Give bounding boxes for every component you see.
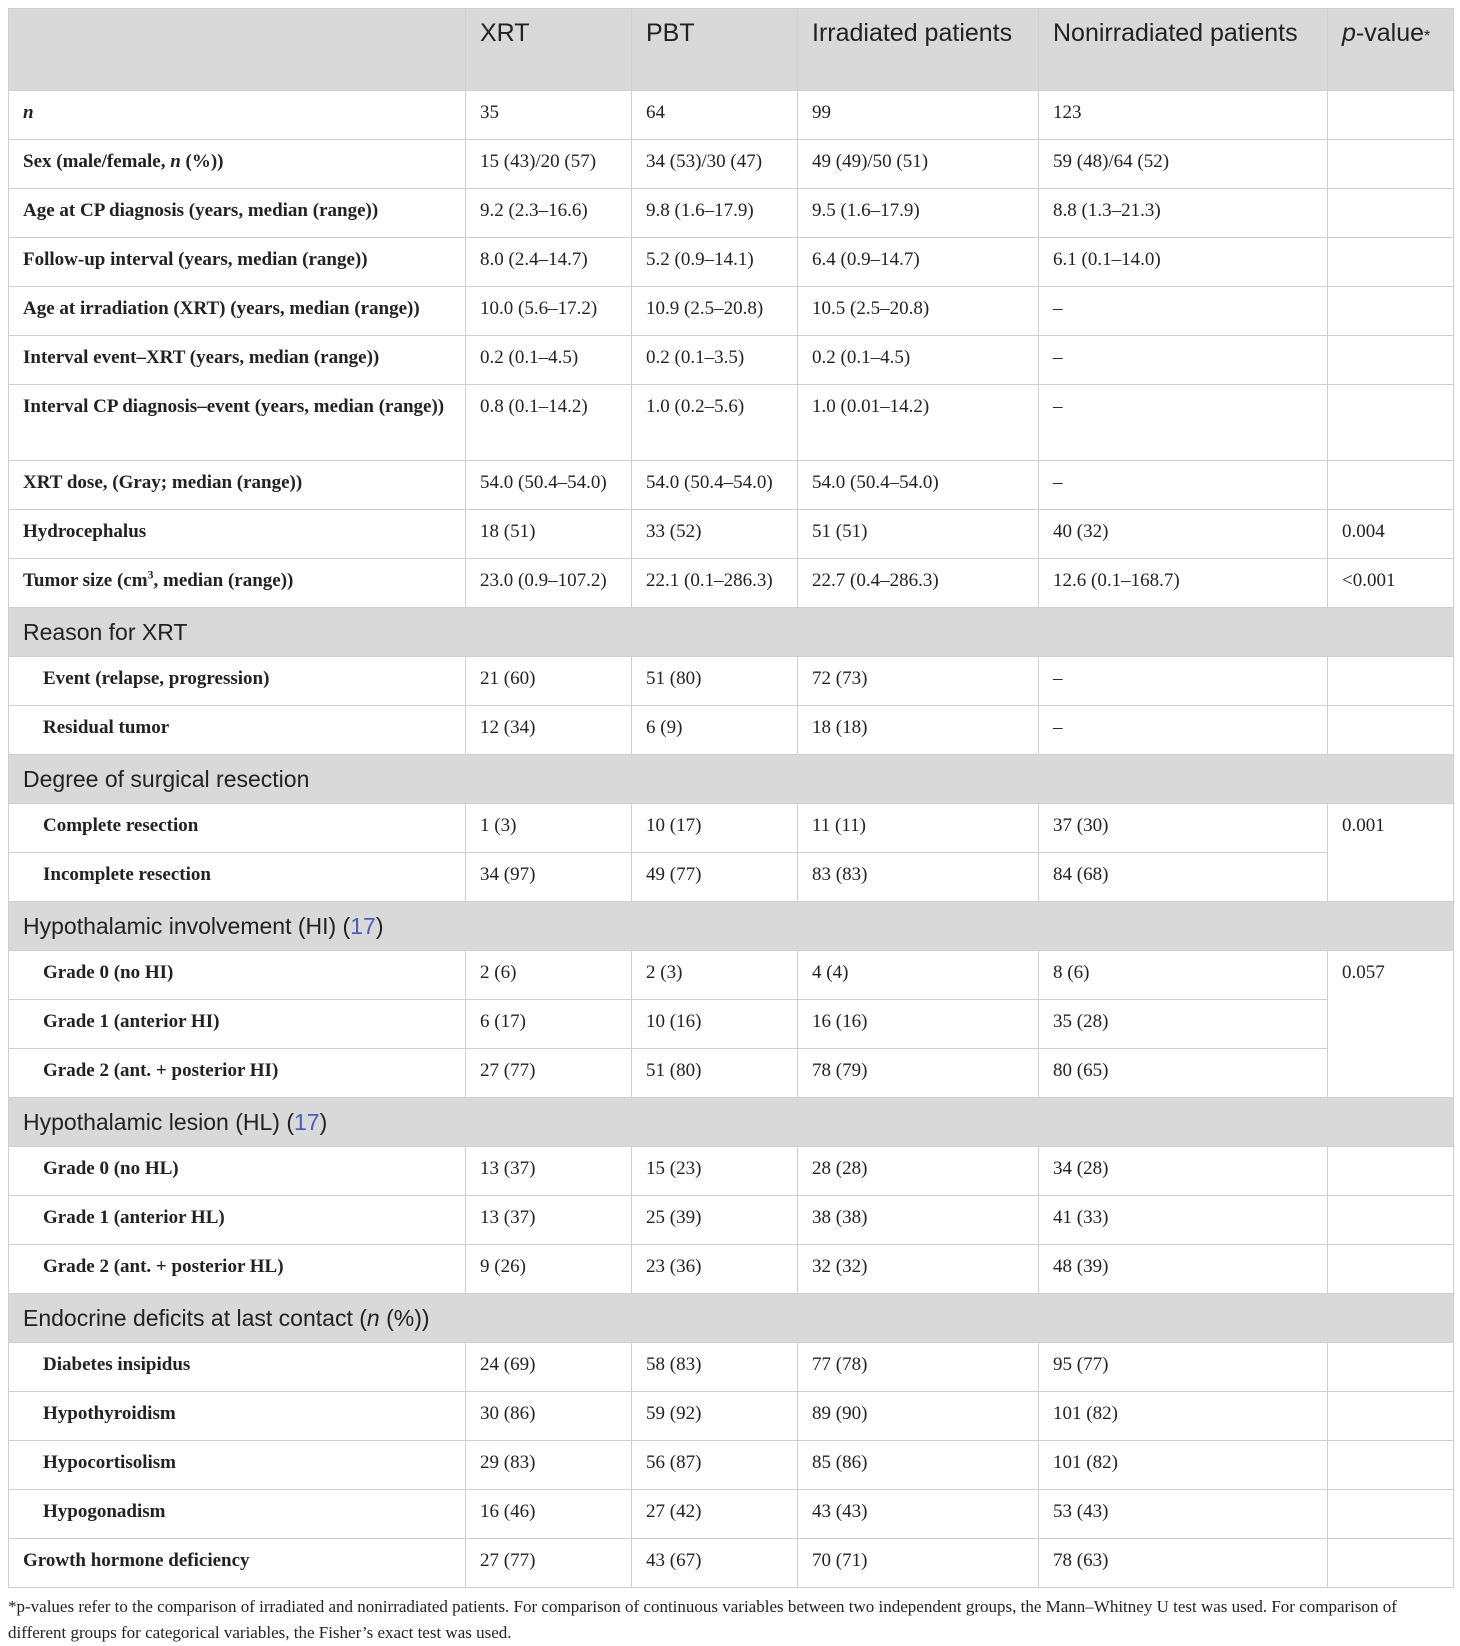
cell-pbt: 49 (77) bbox=[632, 853, 798, 902]
cell-p-value bbox=[1328, 1441, 1454, 1490]
cell-irradiated: 0.2 (0.1–4.5) bbox=[798, 336, 1039, 385]
cell-p-value bbox=[1328, 1147, 1454, 1196]
header-empty bbox=[9, 9, 466, 91]
section-row-reason bbox=[9, 608, 1454, 657]
cell-irradiated: 32 (32) bbox=[798, 1245, 1039, 1294]
cell-irradiated: 51 (51) bbox=[798, 510, 1039, 559]
cell-p-value bbox=[1328, 287, 1454, 336]
cell-p-value bbox=[1328, 189, 1454, 238]
cell-nonirradiated: – bbox=[1039, 385, 1328, 461]
row-label: Grade 2 (ant. + posterior HL) bbox=[9, 1245, 466, 1294]
row-label: Grade 1 (anterior HL) bbox=[9, 1196, 466, 1245]
cell-pbt: 43 (67) bbox=[632, 1539, 798, 1588]
cell-irradiated: 1.0 (0.01–14.2) bbox=[798, 385, 1039, 461]
cell-irradiated: 18 (18) bbox=[798, 706, 1039, 755]
table-row bbox=[9, 91, 1454, 140]
header-nonirradiated: Nonirradiated patients bbox=[1039, 9, 1328, 91]
section-title-text: Endocrine deficits at last contact ( bbox=[23, 1305, 367, 1331]
section-title-end: ) bbox=[319, 1109, 328, 1135]
section-row-hi bbox=[9, 902, 1454, 951]
row-label: Hypothyroidism bbox=[9, 1392, 466, 1441]
cell-irradiated: 9.5 (1.6–17.9) bbox=[798, 189, 1039, 238]
cell-p-value bbox=[1328, 1245, 1454, 1294]
cell-nonirradiated: 12.6 (0.1–168.7) bbox=[1039, 559, 1328, 608]
cell-nonirradiated: 78 (63) bbox=[1039, 1539, 1328, 1588]
row-label: Interval CP diagnosis–event (years, median (range)) bbox=[9, 385, 466, 461]
cell-irradiated: 22.7 (0.4–286.3) bbox=[798, 559, 1039, 608]
cell-xrt: 24 (69) bbox=[466, 1343, 632, 1392]
cell-irradiated: 99 bbox=[798, 91, 1039, 140]
row-label: Hypocortisolism bbox=[9, 1441, 466, 1490]
cell-xrt: 27 (77) bbox=[466, 1539, 632, 1588]
section-title bbox=[9, 1098, 1454, 1147]
section-title-end: (%)) bbox=[379, 1305, 430, 1331]
cell-xrt: 30 (86) bbox=[466, 1392, 632, 1441]
table-row bbox=[9, 1490, 1454, 1539]
cell-xrt: 1 (3) bbox=[466, 804, 632, 853]
cell-p-value bbox=[1328, 1490, 1454, 1539]
row-label-end: , median (range)) bbox=[153, 570, 294, 591]
cell-xrt: 9.2 (2.3–16.6) bbox=[466, 189, 632, 238]
row-label-italic: n bbox=[170, 151, 181, 172]
header-p-star: * bbox=[1424, 28, 1431, 45]
row-label-end: (%)) bbox=[180, 151, 224, 172]
table-row bbox=[9, 461, 1454, 510]
cell-irradiated: 6.4 (0.9–14.7) bbox=[798, 238, 1039, 287]
cell-nonirradiated: 53 (43) bbox=[1039, 1490, 1328, 1539]
cell-nonirradiated: 123 bbox=[1039, 91, 1328, 140]
footnote-star: * bbox=[8, 1597, 17, 1616]
cell-pbt: 58 (83) bbox=[632, 1343, 798, 1392]
row-label: Grade 0 (no HI) bbox=[9, 951, 466, 1000]
cell-pbt: 23 (36) bbox=[632, 1245, 798, 1294]
cell-xrt: 21 (60) bbox=[466, 657, 632, 706]
cell-irradiated: 77 (78) bbox=[798, 1343, 1039, 1392]
cell-nonirradiated: 34 (28) bbox=[1039, 1147, 1328, 1196]
cell-xrt: 0.2 (0.1–4.5) bbox=[466, 336, 632, 385]
cell-irradiated: 11 (11) bbox=[798, 804, 1039, 853]
reference-link[interactable]: 17 bbox=[293, 1109, 320, 1135]
cell-pbt: 2 (3) bbox=[632, 951, 798, 1000]
table-row bbox=[9, 1539, 1454, 1588]
table-row bbox=[9, 336, 1454, 385]
cell-p-value: 0.004 bbox=[1328, 510, 1454, 559]
cell-nonirradiated: 40 (32) bbox=[1039, 510, 1328, 559]
cell-nonirradiated: – bbox=[1039, 461, 1328, 510]
cell-p-value bbox=[1328, 1196, 1454, 1245]
cell-nonirradiated: – bbox=[1039, 287, 1328, 336]
table-container bbox=[8, 8, 1453, 1646]
cell-pbt: 33 (52) bbox=[632, 510, 798, 559]
cell-irradiated: 70 (71) bbox=[798, 1539, 1039, 1588]
cell-irradiated: 78 (79) bbox=[798, 1049, 1039, 1098]
row-label: Incomplete resection bbox=[9, 853, 466, 902]
cell-pbt: 10 (16) bbox=[632, 1000, 798, 1049]
cell-xrt: 9 (26) bbox=[466, 1245, 632, 1294]
section-title-italic: n bbox=[366, 1305, 380, 1331]
table-row bbox=[9, 1392, 1454, 1441]
cell-xrt: 54.0 (50.4–54.0) bbox=[466, 461, 632, 510]
table-row bbox=[9, 385, 1454, 461]
cell-irradiated: 43 (43) bbox=[798, 1490, 1039, 1539]
section-title bbox=[9, 1294, 1454, 1343]
table-row bbox=[9, 1147, 1454, 1196]
cell-pbt: 0.2 (0.1–3.5) bbox=[632, 336, 798, 385]
cell-p-value bbox=[1328, 706, 1454, 755]
cell-p-value: 0.057 bbox=[1328, 951, 1454, 1098]
cell-xrt: 29 (83) bbox=[466, 1441, 632, 1490]
table-row bbox=[9, 1049, 1454, 1098]
cell-xrt: 18 (51) bbox=[466, 510, 632, 559]
cell-xrt: 13 (37) bbox=[466, 1196, 632, 1245]
header-irradiated: Irradiated patients bbox=[798, 9, 1039, 91]
cell-nonirradiated: 8 (6) bbox=[1039, 951, 1328, 1000]
cell-irradiated: 28 (28) bbox=[798, 1147, 1039, 1196]
cell-pbt: 64 bbox=[632, 91, 798, 140]
cell-pbt: 10.9 (2.5–20.8) bbox=[632, 287, 798, 336]
cell-pbt: 51 (80) bbox=[632, 1049, 798, 1098]
row-label-text: Sex (male/female, bbox=[23, 151, 171, 172]
table-row bbox=[9, 657, 1454, 706]
table-row bbox=[9, 951, 1454, 1000]
cell-irradiated: 38 (38) bbox=[798, 1196, 1039, 1245]
row-label: Follow-up interval (years, median (range)) bbox=[9, 238, 466, 287]
cell-nonirradiated: 41 (33) bbox=[1039, 1196, 1328, 1245]
table-row bbox=[9, 1343, 1454, 1392]
cell-xrt: 2 (6) bbox=[466, 951, 632, 1000]
cell-nonirradiated: 59 (48)/64 (52) bbox=[1039, 140, 1328, 189]
cell-pbt: 15 (23) bbox=[632, 1147, 798, 1196]
row-label: XRT dose, (Gray; median (range)) bbox=[9, 461, 466, 510]
cell-pbt: 9.8 (1.6–17.9) bbox=[632, 189, 798, 238]
row-label: Age at irradiation (XRT) (years, median (range)) bbox=[9, 287, 466, 336]
row-label: Hydrocephalus bbox=[9, 510, 466, 559]
cell-p-value bbox=[1328, 1539, 1454, 1588]
row-label-text: Tumor size (cm bbox=[23, 570, 148, 591]
cell-xrt: 23.0 (0.9–107.2) bbox=[466, 559, 632, 608]
row-label-sup: 3 bbox=[147, 567, 154, 582]
header-p-italic: p bbox=[1342, 19, 1356, 47]
table-row bbox=[9, 706, 1454, 755]
cell-irradiated: 16 (16) bbox=[798, 1000, 1039, 1049]
table-row bbox=[9, 1196, 1454, 1245]
header-p-rest: -value bbox=[1355, 19, 1424, 47]
cell-nonirradiated: 37 (30) bbox=[1039, 804, 1328, 853]
reference-link[interactable]: 17 bbox=[350, 913, 376, 939]
cell-xrt: 6 (17) bbox=[466, 1000, 632, 1049]
section-title-end: ) bbox=[375, 913, 384, 939]
row-label: Grade 0 (no HL) bbox=[9, 1147, 466, 1196]
cell-pbt: 34 (53)/30 (47) bbox=[632, 140, 798, 189]
cell-nonirradiated: 101 (82) bbox=[1039, 1392, 1328, 1441]
row-label: Hypogonadism bbox=[9, 1490, 466, 1539]
cell-xrt: 16 (46) bbox=[466, 1490, 632, 1539]
header-p-value bbox=[1328, 9, 1454, 91]
row-label bbox=[9, 140, 466, 189]
cell-p-value bbox=[1328, 1392, 1454, 1441]
header-xrt: XRT bbox=[466, 9, 632, 91]
cell-nonirradiated: 101 (82) bbox=[1039, 1441, 1328, 1490]
row-label: Age at CP diagnosis (years, median (range)) bbox=[9, 189, 466, 238]
cell-p-value bbox=[1328, 461, 1454, 510]
patient-characteristics-table bbox=[8, 8, 1454, 1588]
row-label: Residual tumor bbox=[9, 706, 466, 755]
table-row bbox=[9, 853, 1454, 902]
cell-p-value: <0.001 bbox=[1328, 559, 1454, 608]
row-label: Interval event–XRT (years, median (range)) bbox=[9, 336, 466, 385]
row-label: Complete resection bbox=[9, 804, 466, 853]
cell-p-value bbox=[1328, 1343, 1454, 1392]
table-row bbox=[9, 1000, 1454, 1049]
cell-nonirradiated: – bbox=[1039, 336, 1328, 385]
header-row bbox=[9, 9, 1454, 91]
cell-nonirradiated: 80 (65) bbox=[1039, 1049, 1328, 1098]
table-row bbox=[9, 189, 1454, 238]
cell-p-value bbox=[1328, 657, 1454, 706]
cell-nonirradiated: 8.8 (1.3–21.3) bbox=[1039, 189, 1328, 238]
section-row-resection bbox=[9, 755, 1454, 804]
cell-p-value bbox=[1328, 336, 1454, 385]
cell-pbt: 1.0 (0.2–5.6) bbox=[632, 385, 798, 461]
section-title: Reason for XRT bbox=[9, 608, 1454, 657]
cell-pbt: 6 (9) bbox=[632, 706, 798, 755]
cell-nonirradiated: – bbox=[1039, 657, 1328, 706]
section-row-hl bbox=[9, 1098, 1454, 1147]
table-row bbox=[9, 238, 1454, 287]
cell-pbt: 51 (80) bbox=[632, 657, 798, 706]
row-label: Grade 2 (ant. + posterior HI) bbox=[9, 1049, 466, 1098]
cell-irradiated: 72 (73) bbox=[798, 657, 1039, 706]
cell-xrt: 12 (34) bbox=[466, 706, 632, 755]
cell-irradiated: 89 (90) bbox=[798, 1392, 1039, 1441]
cell-xrt: 0.8 (0.1–14.2) bbox=[466, 385, 632, 461]
cell-p-value bbox=[1328, 385, 1454, 461]
cell-pbt: 5.2 (0.9–14.1) bbox=[632, 238, 798, 287]
cell-xrt: 27 (77) bbox=[466, 1049, 632, 1098]
header-pbt: PBT bbox=[632, 9, 798, 91]
cell-p-value bbox=[1328, 238, 1454, 287]
cell-xrt: 34 (97) bbox=[466, 853, 632, 902]
cell-pbt: 10 (17) bbox=[632, 804, 798, 853]
cell-pbt: 27 (42) bbox=[632, 1490, 798, 1539]
cell-nonirradiated: 6.1 (0.1–14.0) bbox=[1039, 238, 1328, 287]
cell-irradiated: 4 (4) bbox=[798, 951, 1039, 1000]
cell-nonirradiated: 95 (77) bbox=[1039, 1343, 1328, 1392]
table-row bbox=[9, 559, 1454, 608]
section-title bbox=[9, 902, 1454, 951]
cell-xrt: 10.0 (5.6–17.2) bbox=[466, 287, 632, 336]
cell-p-value bbox=[1328, 91, 1454, 140]
table-footnote bbox=[8, 1594, 1453, 1646]
section-row-endocrine bbox=[9, 1294, 1454, 1343]
row-label: Growth hormone deficiency bbox=[9, 1539, 466, 1588]
cell-xrt: 13 (37) bbox=[466, 1147, 632, 1196]
cell-xrt: 8.0 (2.4–14.7) bbox=[466, 238, 632, 287]
row-label: Diabetes insipidus bbox=[9, 1343, 466, 1392]
cell-irradiated: 54.0 (50.4–54.0) bbox=[798, 461, 1039, 510]
cell-nonirradiated: 84 (68) bbox=[1039, 853, 1328, 902]
cell-irradiated: 83 (83) bbox=[798, 853, 1039, 902]
cell-pbt: 25 (39) bbox=[632, 1196, 798, 1245]
row-label bbox=[9, 559, 466, 608]
row-label: Event (relapse, progression) bbox=[9, 657, 466, 706]
table-row bbox=[9, 287, 1454, 336]
cell-nonirradiated: 35 (28) bbox=[1039, 1000, 1328, 1049]
section-title: Degree of surgical resection bbox=[9, 755, 1454, 804]
table-row bbox=[9, 804, 1454, 853]
cell-pbt: 56 (87) bbox=[632, 1441, 798, 1490]
cell-xrt: 35 bbox=[466, 91, 632, 140]
cell-xrt: 15 (43)/20 (57) bbox=[466, 140, 632, 189]
cell-p-value bbox=[1328, 140, 1454, 189]
table-row bbox=[9, 510, 1454, 559]
section-title-text: Hypothalamic involvement (HI) ( bbox=[23, 913, 351, 939]
cell-nonirradiated: 48 (39) bbox=[1039, 1245, 1328, 1294]
cell-pbt: 59 (92) bbox=[632, 1392, 798, 1441]
table-row bbox=[9, 1441, 1454, 1490]
row-label: Grade 1 (anterior HI) bbox=[9, 1000, 466, 1049]
cell-pbt: 22.1 (0.1–286.3) bbox=[632, 559, 798, 608]
cell-irradiated: 49 (49)/50 (51) bbox=[798, 140, 1039, 189]
cell-nonirradiated: – bbox=[1039, 706, 1328, 755]
table-row bbox=[9, 1245, 1454, 1294]
cell-pbt: 54.0 (50.4–54.0) bbox=[632, 461, 798, 510]
row-label: n bbox=[9, 91, 466, 140]
footnote-text: p-values refer to the comparison of irradiated and nonirradiated patients. For comparison of continuous variables between two independent groups, the Mann–Whitney U test was used. For comparison of different groups for categorical variables, the Fisher’s exact test was used. bbox=[8, 1597, 1397, 1642]
cell-irradiated: 10.5 (2.5–20.8) bbox=[798, 287, 1039, 336]
cell-irradiated: 85 (86) bbox=[798, 1441, 1039, 1490]
cell-p-value: 0.001 bbox=[1328, 804, 1454, 902]
table-row bbox=[9, 140, 1454, 189]
section-title-text: Hypothalamic lesion (HL) ( bbox=[23, 1109, 294, 1135]
